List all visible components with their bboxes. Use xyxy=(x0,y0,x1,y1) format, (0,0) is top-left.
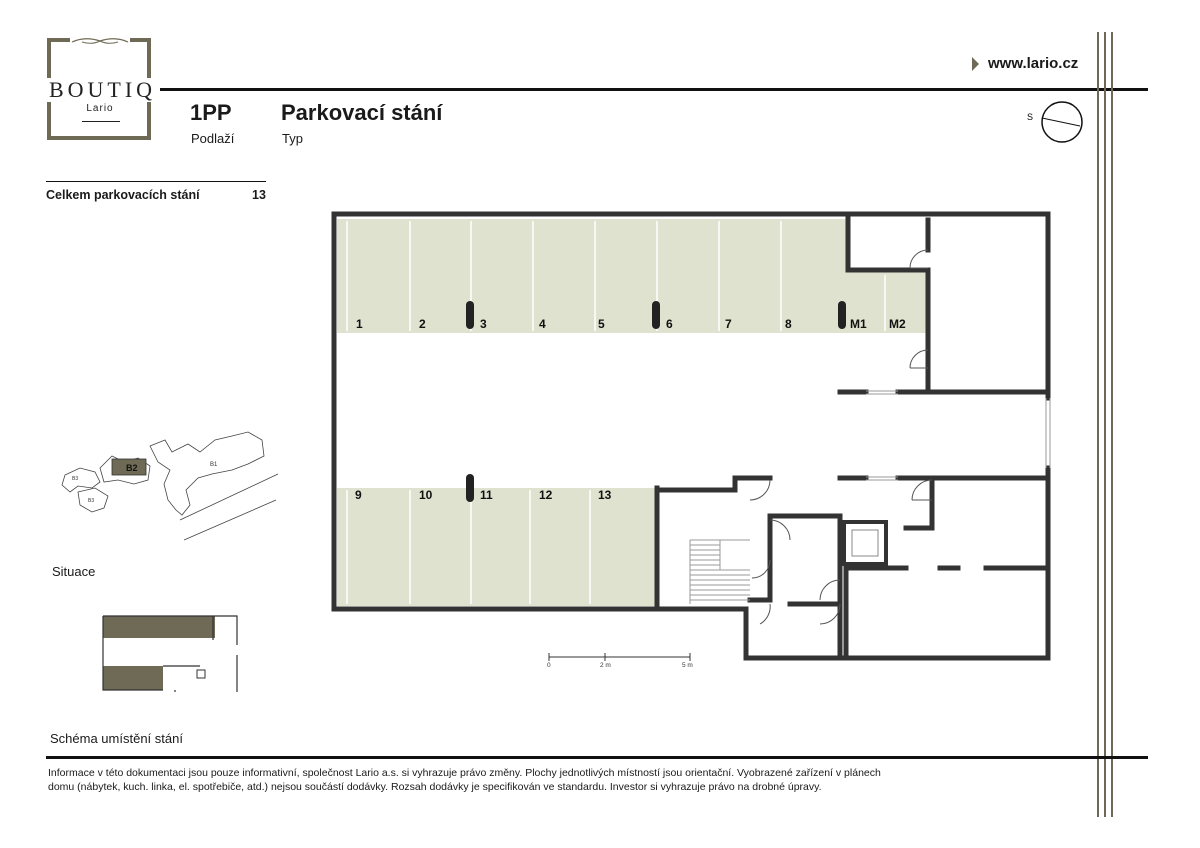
situation-label-b3-b: B3 xyxy=(88,498,95,504)
type-label: Typ xyxy=(282,131,303,146)
brand-logo-sub: Lario xyxy=(86,103,114,114)
type-value: Parkovací stání xyxy=(281,100,443,125)
space-label-m2: M2 xyxy=(889,317,906,331)
parking-area-top xyxy=(337,219,848,333)
scale-label-start: 0 xyxy=(547,662,551,669)
staircase xyxy=(690,540,750,604)
summary-value: 13 xyxy=(252,188,266,202)
disclaimer xyxy=(48,766,968,794)
disclaimer-line-1: Informace v této dokumentaci jsou pouze informativní, společnost Lario a.s. si vyhrazuje právo změny. Plochy jednotlivých místností jsou orientační. Vyobrazené zařízení v plánech xyxy=(48,767,881,779)
space-label-3: 3 xyxy=(480,317,487,331)
scale-label-end: 5 m xyxy=(682,662,693,669)
situation-map xyxy=(52,428,282,548)
window-openings xyxy=(866,391,1050,480)
space-label-5: 5 xyxy=(598,317,605,331)
brand-logo-text: BOUTIQ xyxy=(40,78,165,102)
situation-label: Situace xyxy=(52,564,96,579)
compass-icon xyxy=(1022,100,1088,146)
scale-label-mid: 2 m xyxy=(600,662,611,669)
floor-value: 1PP xyxy=(190,100,232,125)
floor-label: Podlaží xyxy=(191,131,235,146)
space-label-9: 9 xyxy=(355,488,362,502)
space-label-m1: M1 xyxy=(850,317,867,331)
space-label-13: 13 xyxy=(598,488,612,502)
disclaimer-line-2: domu (nábytek, kuch. linka, el. spotřebiče, atd.) nejsou součástí dodávky. Rozsah dodávky je specifikován ve standardu. Investor si vyhrazuje právo na drobné úpravy. xyxy=(48,781,822,793)
summary-rule xyxy=(46,181,266,182)
scale-bar xyxy=(549,653,690,661)
floor-plan xyxy=(330,210,1054,675)
summary-label: Celkem parkovacích stání xyxy=(46,188,200,202)
situation-label-b3-a: B3 xyxy=(72,476,79,482)
space-label-6: 6 xyxy=(666,317,673,331)
url-arrow-icon xyxy=(972,57,979,71)
header-rule xyxy=(160,88,1148,91)
space-label-11: 11 xyxy=(480,488,493,502)
situation-label-b1: B1 xyxy=(210,462,218,468)
footer-rule xyxy=(46,756,1148,759)
space-label-1: 1 xyxy=(356,317,363,331)
logo-ornament-icon xyxy=(70,36,130,46)
space-label-10: 10 xyxy=(419,488,433,502)
schema-label: Schéma umístění stání xyxy=(50,731,183,746)
space-label-2: 2 xyxy=(419,317,426,331)
compass-label: S xyxy=(1027,112,1034,122)
logo-divider xyxy=(82,121,120,122)
situation-label-b2: B2 xyxy=(126,463,138,473)
elevator xyxy=(844,522,886,564)
block-b1 xyxy=(150,432,264,515)
elevator-car xyxy=(852,530,878,556)
space-label-7: 7 xyxy=(725,317,732,331)
decorative-vertical-lines xyxy=(1095,32,1117,817)
website-link[interactable]: www.lario.cz xyxy=(988,55,1079,72)
schema-plan xyxy=(100,612,242,692)
space-label-8: 8 xyxy=(785,317,792,331)
space-label-12: 12 xyxy=(539,488,553,502)
parking-area-bottom xyxy=(337,488,655,606)
space-label-4: 4 xyxy=(539,317,546,331)
